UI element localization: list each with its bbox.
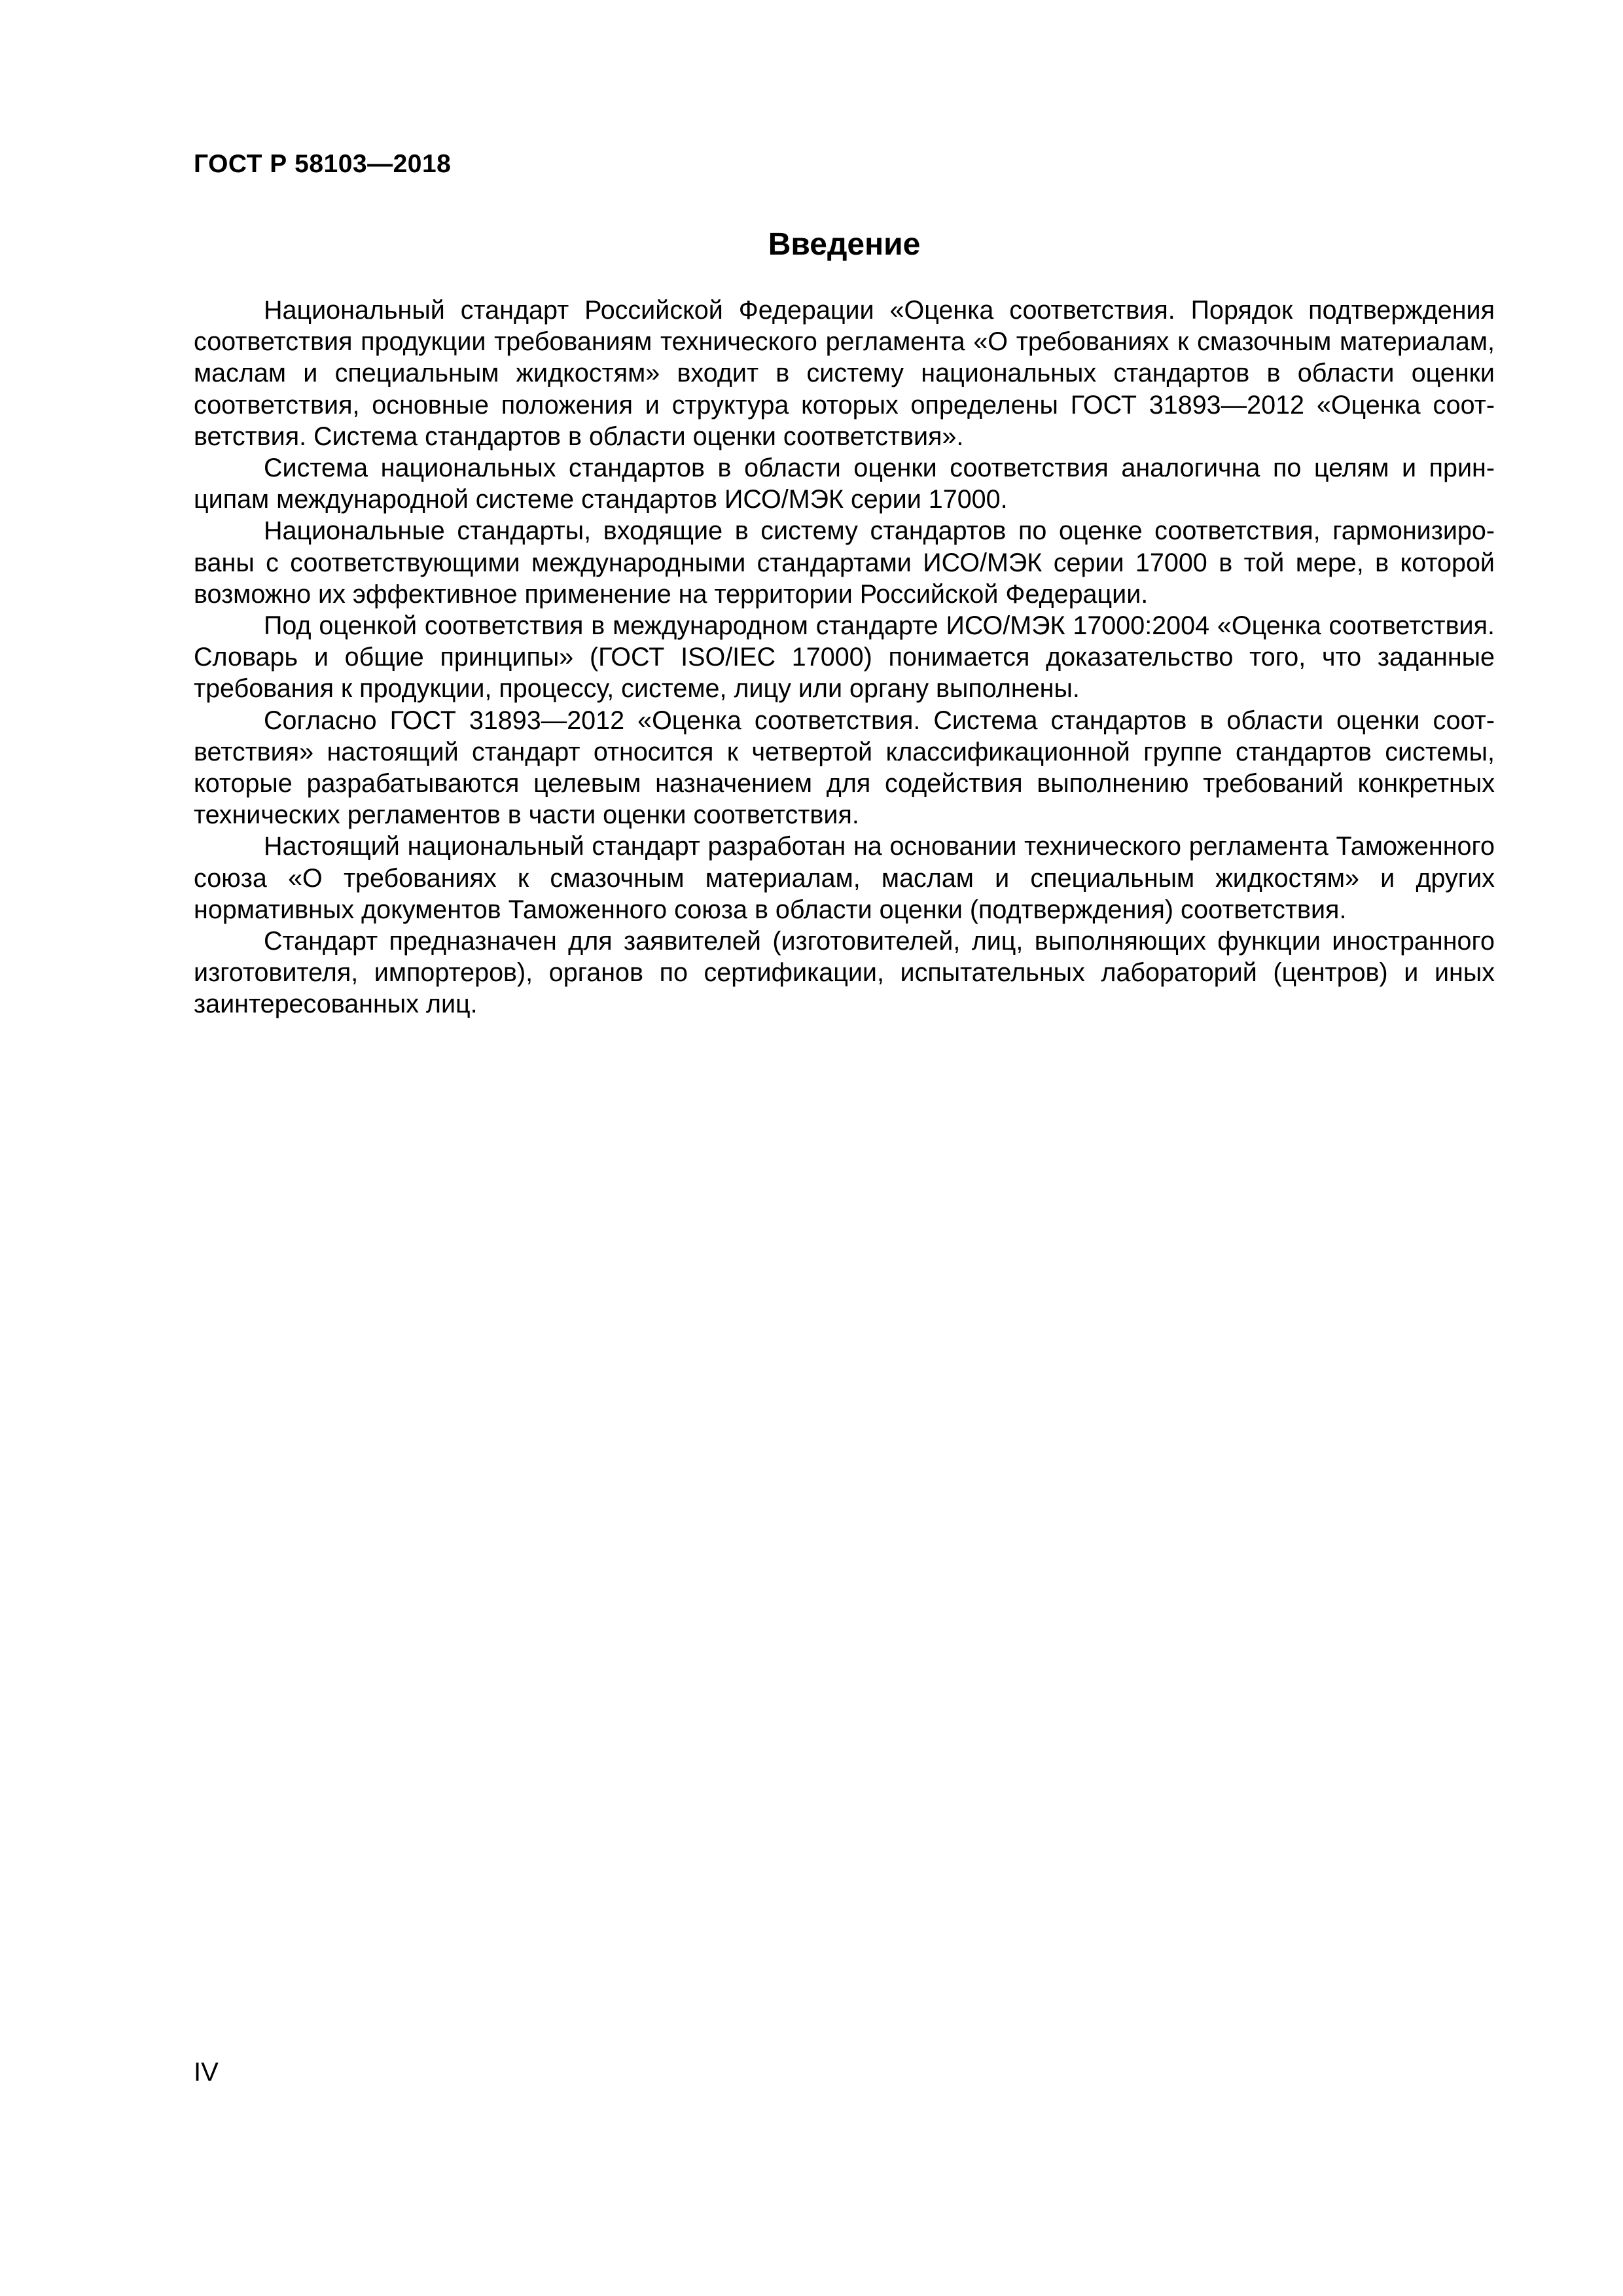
page-number: IV: [194, 2058, 219, 2087]
paragraph-6: Настоящий национальный стандарт разработан на основании технического регламента Таможенного союза «О требованиях к смазочным материалам, маслам и специальным жидкостям» и других нормативных документов Таможенного союза в области оценки (подтверждения) соответствия.: [194, 832, 1495, 924]
paragraph-7: Стандарт предназначен для заявителей (изготовителей, лиц, выполняющих функции иностранного изготовителя, импортеров), органов по сертификации, испытательных лабораторий (центров) и иных заинтересованных лиц.: [194, 927, 1495, 1019]
paragraph-2: Система национальных стандартов в области оценки соответствия аналогична по целям и принципам международной системе стандартов ИСО/МЭК серии 17000.: [194, 454, 1495, 514]
document-code-header: ГОСТ Р 58103—2018: [194, 150, 452, 178]
paragraph-3: Национальные стандарты, входящие в систему стандартов по оценке соответствия, гармонизированы с соответствующими международными стандартами ИСО/МЭК серии 17000 в той мере, в которой возможно их эффективное применение на территории Российской Федерации.: [194, 516, 1495, 609]
paragraph-4: Под оценкой соответствия в международном стандарте ИСО/МЭК 17000:2004 «Оценка соответствия. Словарь и общие принципы» (ГОСТ ISO/IEC 17000) понимается доказательство того, что заданные требования к продукции, процессу, системе, лицу или органу выполнены.: [194, 611, 1495, 704]
paragraph-5: Согласно ГОСТ 31893—2012 «Оценка соответствия. Система стандартов в области оценки соответствия» настоящий стандарт относится к четвертой классификационной группе стандартов системы, которые разрабатываются целевым назначением для содействия выполнению требований конкретных технических регламентов в части оценки соответствия.: [194, 706, 1495, 830]
introduction-body: [194, 295, 1495, 1020]
paragraph-1: Национальный стандарт Российской Федерации «Оценка соответствия. Порядок подтверждения соответствия продукции требованиям технического регламента «О требованиях к смазочным материалам, маслам и специальным жидкостям» входит в систему национальных стандартов в области оценки соответствия, основные положения и структура которых определены ГОСТ 31893—2012 «Оценка соответствия. Система стандартов в области оценки соответствия».: [194, 296, 1495, 451]
section-title: Введение: [768, 227, 921, 262]
